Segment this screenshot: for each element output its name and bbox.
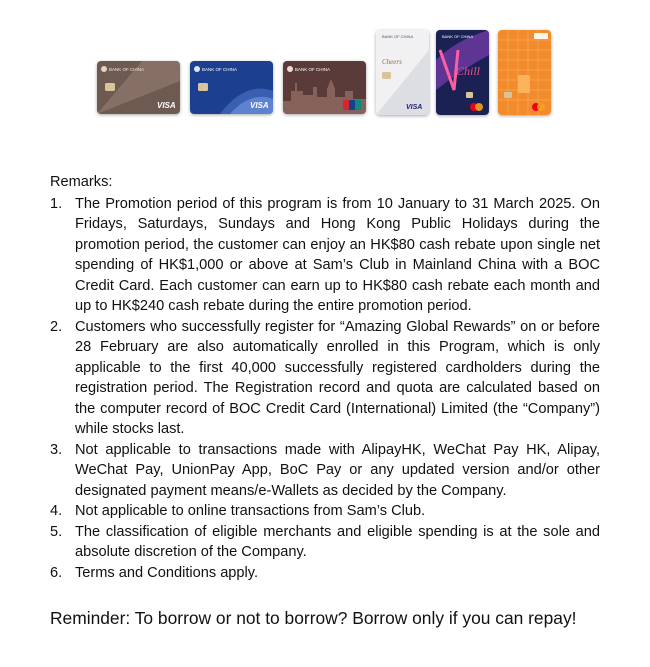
card-bank-name: BANK OF CHINA [202,67,238,72]
card-bank-name: BANK OF CHINA [382,34,414,39]
item-text: Not applicable to transactions made with AlipayHK, WeChat Pay HK, Alipay, WeChat Pay, UnionPay App, BoC Pay or any updated version and/or other designated payment means/e-Wallets as decided by the Company. [75,441,600,499]
borrowing-reminder: Reminder: To borrow or not to borrow? Borrow only if you can repay! [50,608,577,628]
card-script-text: Chill [456,64,481,78]
list-item [50,522,600,563]
remarks-title: Remarks: [50,174,113,190]
item-text: The Promotion period of this program is from 10 January to 31 March 2025. On Fridays, Saturdays, Sundays and Hong Kong Public Holidays during the promotion period, the customer can enjoy an HK$80 cash rebate upon single net spending of HK$1,000 or above at Sam’s Club in Mainland China with a BOC Credit Card. Each customer can earn up to HK$80 cash rebate each month and up to HK$240 cash rebate during the entire promotion period. [75,195,600,314]
credit-card-image [283,61,366,114]
card-script-text: Cheers [382,58,402,66]
credit-card-image [436,30,489,115]
item-number: 4. [50,503,63,519]
credit-card-image [498,30,551,115]
credit-card-image [97,61,180,114]
list-item [50,440,600,502]
item-text: Customers who successfully register for “Amazing Global Rewards” on or before 28 February are also automatically enrolled in this Program, which is only applicable to the first 40,000 successfully registered cardholders during the registration period. The Registration record and quota are calculated based on the computer record of BOC Credit Card (International) Limited (the “Company”) while stocks last. [75,318,600,437]
remarks-section [50,172,600,583]
card-bank-name: BANK OF CHINA [442,34,474,39]
list-item [50,194,600,317]
item-number: 1. [50,195,63,212]
visa-logo: VISA [157,101,176,110]
item-text: The classification of eligible merchants and eligible spending is at the sole and absolute discretion of the Company. [75,523,600,560]
item-number: 6. [50,564,63,581]
list-item [50,317,600,440]
card-bank-name: BANK OF CHINA [109,67,145,72]
visa-logo: VISA [406,104,423,111]
item-number: 2. [50,318,63,335]
item-number: 5. [50,523,63,540]
list-item [50,563,600,584]
credit-card-banner [97,28,557,118]
item-number: 3. [50,441,63,458]
visa-logo: VISA [250,101,269,110]
card-bank-name: BANK OF CHINA [295,67,331,72]
credit-card-image [190,61,273,114]
item-text: Terms and Conditions apply. [75,564,259,581]
remarks-list [50,194,600,584]
list-item [50,501,600,522]
item-text: Not applicable to online transactions from Sam’s Club. [75,503,426,519]
credit-card-image [376,30,429,115]
